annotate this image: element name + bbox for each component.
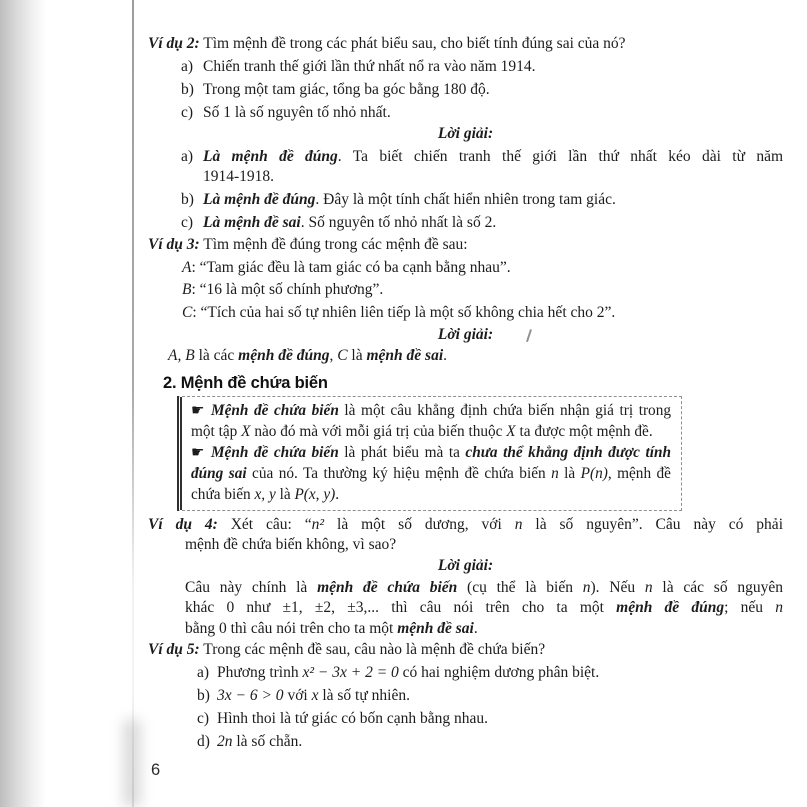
text-run: là bbox=[558, 464, 581, 482]
item-label: c) bbox=[181, 103, 194, 121]
text-run: là một số dương, với bbox=[324, 515, 515, 533]
example-4-title-line-1 bbox=[148, 515, 783, 535]
text-run: Ví dụ 4: bbox=[148, 515, 218, 533]
solution-1-item-a bbox=[148, 147, 783, 188]
text-run: . bbox=[443, 347, 448, 365]
pointing-hand-icon: ☛ bbox=[191, 400, 211, 419]
solution-2-text bbox=[168, 346, 783, 366]
text-run: Câu này chính là bbox=[185, 578, 318, 596]
text-run: n bbox=[775, 599, 784, 617]
text-run: Là mệnh đề sai bbox=[203, 214, 301, 232]
item-text bbox=[217, 686, 783, 706]
text-run: n bbox=[551, 464, 559, 482]
text-run: Tìm mệnh đề đúng trong các mệnh đề sau: bbox=[199, 235, 468, 253]
text-run: Số 1 là số nguyên tố nhỏ nhất. bbox=[203, 103, 391, 121]
text-run: ; nếu bbox=[724, 599, 776, 617]
text-run: B bbox=[182, 281, 192, 299]
text-run: là số tự nhiên. bbox=[318, 686, 410, 704]
text-run: với bbox=[283, 686, 312, 704]
text-run: Chiến tranh thế giới lần thứ nhất nổ ra vào năm 1914. bbox=[203, 57, 536, 75]
text-run: của nó. Ta thường ký hiệu mệnh đề chứa biến bbox=[246, 464, 552, 482]
text-run: mệnh đề đúng bbox=[616, 599, 725, 617]
example-5-item-d bbox=[148, 732, 783, 752]
text-run: là bbox=[275, 485, 295, 503]
text-run: là một câu khẳng định chứa biến nhận giá trị trong bbox=[338, 401, 672, 419]
text-run: đúng sai bbox=[191, 464, 247, 482]
text-run: Trong các mệnh đề sau, câu nào là mệnh đề chứa biến? bbox=[199, 641, 546, 659]
example-2-item-c bbox=[148, 103, 783, 123]
text-run: Phương trình bbox=[217, 663, 303, 681]
text-run: . Số nguyên tố nhỏ nhất là số 2. bbox=[300, 214, 497, 232]
text-run: n² bbox=[311, 515, 325, 533]
example-5-item-b bbox=[148, 686, 783, 706]
text-run: chưa thể khẳng định được tính bbox=[465, 443, 671, 461]
page-spine-line bbox=[132, 0, 134, 807]
page-number: 6 bbox=[151, 761, 161, 779]
text-run: C bbox=[182, 304, 193, 322]
text-line bbox=[191, 400, 671, 421]
text-run: mệnh đề chứa biến bbox=[317, 578, 458, 596]
text-run: ). Nếu bbox=[590, 578, 645, 596]
example-2-item-a bbox=[148, 57, 783, 77]
solution-3-paragraph bbox=[185, 578, 783, 639]
item-text bbox=[203, 147, 783, 188]
solution-1-item-c bbox=[148, 213, 783, 233]
pointing-hand-icon: ☛ bbox=[191, 442, 211, 461]
text-run: P(x, y) bbox=[294, 485, 336, 503]
text-run: là phát biểu mà ta bbox=[338, 443, 466, 461]
text-run: x² − 3x + 2 = 0 bbox=[302, 663, 399, 681]
item-label: c) bbox=[197, 709, 210, 727]
text-run: Là mệnh đề đúng bbox=[203, 191, 316, 209]
text-run: : “Tích của hai số tự nhiên liên tiếp là một số không chia hết cho 2”. bbox=[192, 304, 616, 322]
page-content bbox=[148, 34, 783, 752]
text-run: : “Tam giác đều là tam giác có ba cạnh bằng nhau”. bbox=[191, 258, 511, 276]
text-run: Trong một tam giác, tổng ba góc bằng 180 độ. bbox=[203, 80, 490, 98]
text-run: Hình thoi là tứ giác có bốn cạnh bằng nhau. bbox=[217, 709, 488, 727]
statement-A bbox=[182, 258, 783, 278]
text-run: là các số nguyên bbox=[652, 578, 783, 596]
item-label: b) bbox=[197, 686, 210, 704]
text-run: 3x − 6 > 0 bbox=[217, 686, 284, 704]
text-run: là các bbox=[194, 347, 239, 365]
text-line bbox=[191, 484, 671, 505]
example-5-item-c bbox=[148, 709, 783, 729]
text-run: Là mệnh đề đúng bbox=[203, 148, 338, 166]
item-text bbox=[217, 663, 783, 683]
text-run: , mệnh đề bbox=[607, 464, 671, 482]
section-2-heading: 2. Mệnh đề chứa biến bbox=[163, 373, 328, 392]
text-run: : “16 là một số chính phương”. bbox=[191, 281, 384, 299]
text-run: n bbox=[514, 515, 523, 533]
text-run: . bbox=[335, 485, 340, 503]
text-run: là số nguyên”. Câu này có phải bbox=[522, 515, 783, 533]
text-run: mệnh đề sai bbox=[366, 347, 444, 365]
text-run: bằng 0 thì câu nói trên cho ta một bbox=[185, 619, 398, 637]
text-run: Xét câu: “ bbox=[217, 515, 312, 533]
text-line bbox=[185, 598, 783, 618]
text-run: là bbox=[347, 347, 367, 365]
item-text bbox=[203, 80, 783, 100]
text-run: . Đây là một tính chất hiển nhiên trong tam giác. bbox=[315, 191, 616, 209]
text-run: , bbox=[329, 347, 338, 365]
item-label: d) bbox=[197, 732, 210, 750]
text-run: 2n bbox=[217, 732, 233, 750]
text-run: Ví dụ 3: bbox=[148, 235, 200, 253]
example-2-item-b bbox=[148, 80, 783, 100]
example-2-title bbox=[148, 34, 783, 54]
text-run: x bbox=[311, 686, 319, 704]
text-run: P(n) bbox=[580, 464, 608, 482]
definition-box bbox=[177, 396, 682, 511]
item-label: a) bbox=[181, 57, 194, 75]
text-run: (cụ thể là biến bbox=[457, 578, 583, 596]
item-text bbox=[217, 732, 783, 752]
text-run: mệnh đề chứa biến không, vì sao? bbox=[185, 536, 397, 553]
scan-smudge bbox=[124, 720, 140, 807]
example-3-title bbox=[148, 235, 783, 255]
text-run: x, y bbox=[254, 485, 276, 503]
text-run: nào đó mà với mỗi giá trị của biến thuộc bbox=[250, 422, 507, 440]
text-line bbox=[191, 421, 671, 442]
item-label: b) bbox=[181, 80, 194, 98]
text-run: n bbox=[582, 578, 591, 596]
text-run: chứa biến bbox=[191, 485, 255, 503]
solution-heading-2: Lời giải: bbox=[437, 325, 494, 343]
text-run: là số chẵn. bbox=[232, 732, 303, 750]
solution-heading-1: Lời giải: bbox=[437, 125, 494, 143]
text-line bbox=[185, 619, 783, 639]
text-run: X bbox=[506, 422, 516, 440]
example-5-title bbox=[148, 640, 783, 660]
text-run: A, B bbox=[168, 347, 195, 365]
text-line bbox=[203, 147, 783, 167]
text-line bbox=[191, 463, 671, 484]
text-run: Tìm mệnh đề trong các phát biểu sau, cho biết tính đúng sai của nó? bbox=[199, 35, 626, 52]
text-run: Ví dụ 2: bbox=[148, 35, 200, 52]
text-line bbox=[203, 167, 783, 187]
text-run: mệnh đề đúng bbox=[238, 347, 330, 365]
item-text bbox=[217, 709, 783, 729]
item-label: a) bbox=[181, 148, 194, 166]
text-run: khác 0 như ±1, ±2, ±3,... thì câu nói trên cho ta một bbox=[185, 599, 617, 617]
example-5-item-a bbox=[148, 663, 783, 683]
text-run: mệnh đề sai bbox=[397, 619, 474, 637]
text-run: Mệnh đề chứa biến bbox=[210, 401, 339, 419]
item-label: a) bbox=[197, 663, 210, 681]
solution-heading-3: Lời giải: bbox=[437, 557, 494, 575]
example-4-title-line-2 bbox=[185, 535, 783, 555]
item-text bbox=[203, 57, 783, 77]
item-label: b) bbox=[181, 191, 194, 209]
statement-B bbox=[182, 280, 783, 300]
text-run: Ví dụ 5: bbox=[148, 641, 200, 659]
item-label: c) bbox=[181, 214, 194, 232]
text-run: . Ta biết chiến tranh thế giới lần thứ nhất kéo dài từ năm bbox=[337, 148, 784, 166]
definition-paragraph-2 bbox=[191, 442, 671, 505]
text-line bbox=[191, 442, 671, 463]
text-run: 1914-1918. bbox=[203, 168, 275, 186]
text-line bbox=[185, 578, 783, 598]
text-run: n bbox=[644, 578, 653, 596]
item-text bbox=[203, 103, 783, 123]
text-run: . bbox=[473, 619, 478, 637]
solution-1-item-b bbox=[148, 190, 783, 210]
text-run: một tập bbox=[191, 422, 242, 440]
text-run: X bbox=[241, 422, 251, 440]
item-text bbox=[203, 213, 783, 233]
text-run: Mệnh đề chứa biến bbox=[210, 443, 339, 461]
text-run: ta được một mệnh đề. bbox=[515, 422, 653, 440]
statement-C bbox=[182, 303, 783, 323]
scan-left-shadow bbox=[0, 0, 46, 807]
text-run: có hai nghiệm dương phân biệt. bbox=[398, 663, 600, 681]
text-run: A bbox=[182, 258, 192, 276]
definition-paragraph-1 bbox=[191, 400, 671, 442]
item-text bbox=[203, 190, 783, 210]
text-run: C bbox=[337, 347, 348, 365]
